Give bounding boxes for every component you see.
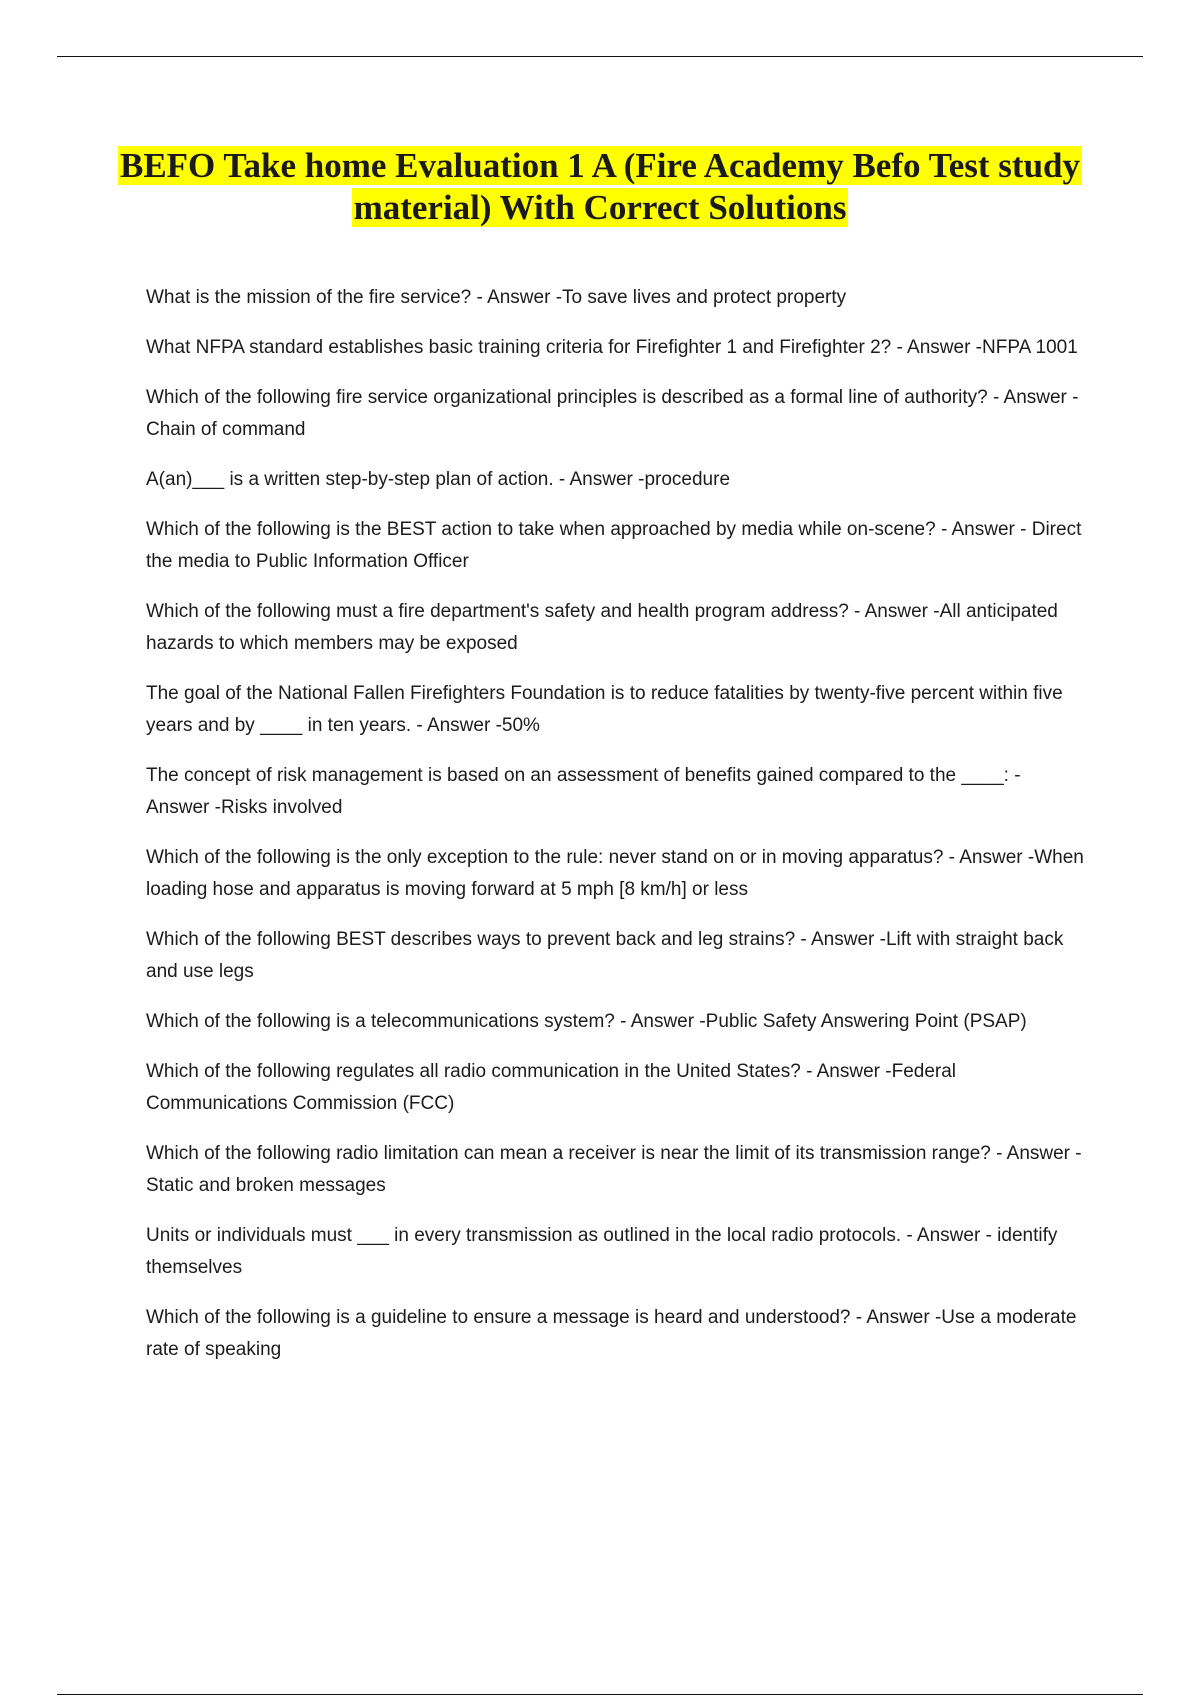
qa-item: Which of the following must a fire department's safety and health program address? - Answer -All anticipated hazards to which members may be exposed [146, 601, 1058, 654]
qa-item: Which of the following regulates all radio communication in the United States? - Answer -Federal Communications Commission (FCC) [146, 1061, 957, 1114]
qa-item: What NFPA standard establishes basic training criteria for Firefighter 1 and Firefighter 2? - Answer -NFPA 1001 [146, 337, 1078, 358]
qa-item: What is the mission of the fire service? - Answer -To save lives and protect property [146, 287, 847, 308]
qa-item: A(an)___ is a written step-by-step plan of action. - Answer -procedure [146, 469, 731, 490]
document-title-text: BEFO Take home Evaluation 1 A (Fire Academy Befo Test study material) With Correct Solutions [119, 146, 1081, 227]
qa-item: Which of the following is a guideline to ensure a message is heard and understood? - Answer -Use a moderate rate of speaking [146, 1307, 1077, 1360]
qa-list [146, 282, 1086, 1384]
qa-item: Which of the following is a telecommunications system? - Answer -Public Safety Answering Point (PSAP) [146, 1011, 1027, 1032]
qa-item: The goal of the National Fallen Firefighters Foundation is to reduce fatalities by twenty-five percent within five years and by ____ in ten years. - Answer -50% [146, 683, 1063, 736]
qa-item: The concept of risk management is based on an assessment of benefits gained compared to the ____: - Answer -Risks involved [146, 765, 1021, 818]
qa-item: Which of the following BEST describes ways to prevent back and leg strains? - Answer -Lift with straight back and use legs [146, 929, 1064, 982]
qa-item: Which of the following fire service organizational principles is described as a formal line of authority? - Answer -Chain of command [146, 387, 1079, 440]
qa-item: Which of the following radio limitation can mean a receiver is near the limit of its transmission range? - Answer -Static and broken messages [146, 1143, 1082, 1196]
top-divider [57, 56, 1143, 57]
document-title [100, 145, 1100, 229]
qa-item: Which of the following is the BEST action to take when approached by media while on-scene? - Answer - Direct the media to Public Information Officer [146, 519, 1082, 572]
qa-item: Which of the following is the only exception to the rule: never stand on or in moving apparatus? - Answer -When loading hose and apparatus is moving forward at 5 mph [8 km/h] or less [146, 847, 1084, 900]
qa-item: Units or individuals must ___ in every transmission as outlined in the local radio protocols. - Answer - identify themselves [146, 1225, 1058, 1278]
bottom-divider [57, 1694, 1143, 1695]
